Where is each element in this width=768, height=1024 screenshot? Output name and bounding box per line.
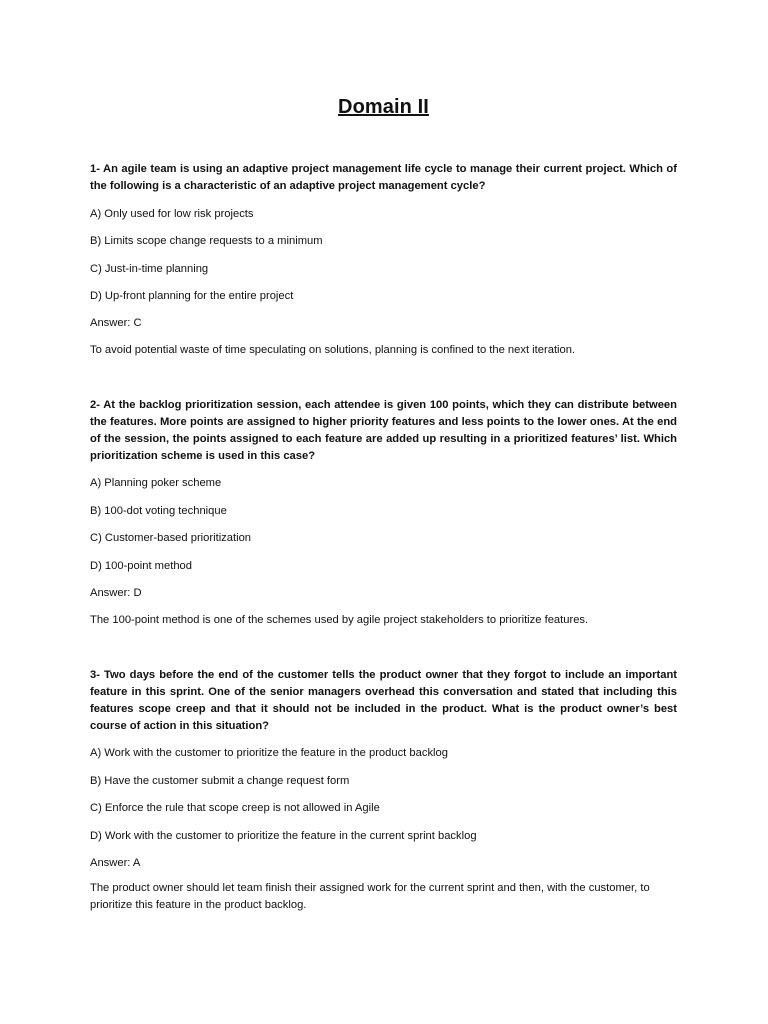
option-2b: B) 100-dot voting technique — [90, 505, 227, 517]
option-3c: C) Enforce the rule that scope creep is not allowed in Agile — [90, 802, 380, 814]
option-1b: B) Limits scope change requests to a minimum — [90, 235, 323, 247]
question-block-1 — [90, 161, 677, 195]
option-2d: D) 100-point method — [90, 560, 192, 572]
option-2c: C) Customer-based prioritization — [90, 532, 252, 544]
question-2-prompt: 2- At the backlog prioritization session, each attendee is given 100 points, which they can distribute between the features. More points are assigned to higher priority features and less points to the lower ones. At the end of the session, the points assigned to each feature are added up resulting in a prioritized features’ list. Which prioritization scheme is used in this case? — [90, 399, 677, 462]
question-block-3 — [90, 667, 677, 735]
explanation-1: To avoid potential waste of time speculating on solutions, planning is confined to the next iteration. — [90, 344, 576, 356]
option-1a: A) Only used for low risk projects — [90, 208, 254, 220]
explanation-2: The 100-point method is one of the schemes used by agile project stakeholders to prioritize features. — [90, 614, 589, 626]
document-title: Domain II — [338, 96, 429, 118]
option-1d: D) Up-front planning for the entire project — [90, 290, 294, 302]
option-3d: D) Work with the customer to prioritize the feature in the current sprint backlog — [90, 830, 477, 842]
option-3b: B) Have the customer submit a change request form — [90, 775, 350, 787]
answer-1: Answer: C — [90, 317, 142, 329]
option-2a: A) Planning poker scheme — [90, 477, 222, 489]
question-block-2 — [90, 397, 677, 465]
answer-3: Answer: A — [90, 857, 141, 869]
answer-2: Answer: D — [90, 587, 142, 599]
explanation-3: The product owner should let team finish their assigned work for the current sprint and then, with the customer, to prioritize this feature in the product backlog. — [90, 882, 650, 911]
question-3-prompt: 3- Two days before the end of the customer tells the product owner that they forgot to include an important feature in this sprint. One of the senior managers overhead this conversation and stated that including this features scope creep and that it should not be included in the product. What is the product owner’s best course of action in this situation? — [90, 669, 677, 732]
option-1c: C) Just-in-time planning — [90, 263, 209, 275]
option-3a: A) Work with the customer to prioritize the feature in the product backlog — [90, 747, 448, 759]
question-1-prompt: 1- An agile team is using an adaptive project management life cycle to manage their current project. Which of the following is a characteristic of an adaptive project management cycle? — [90, 163, 677, 192]
